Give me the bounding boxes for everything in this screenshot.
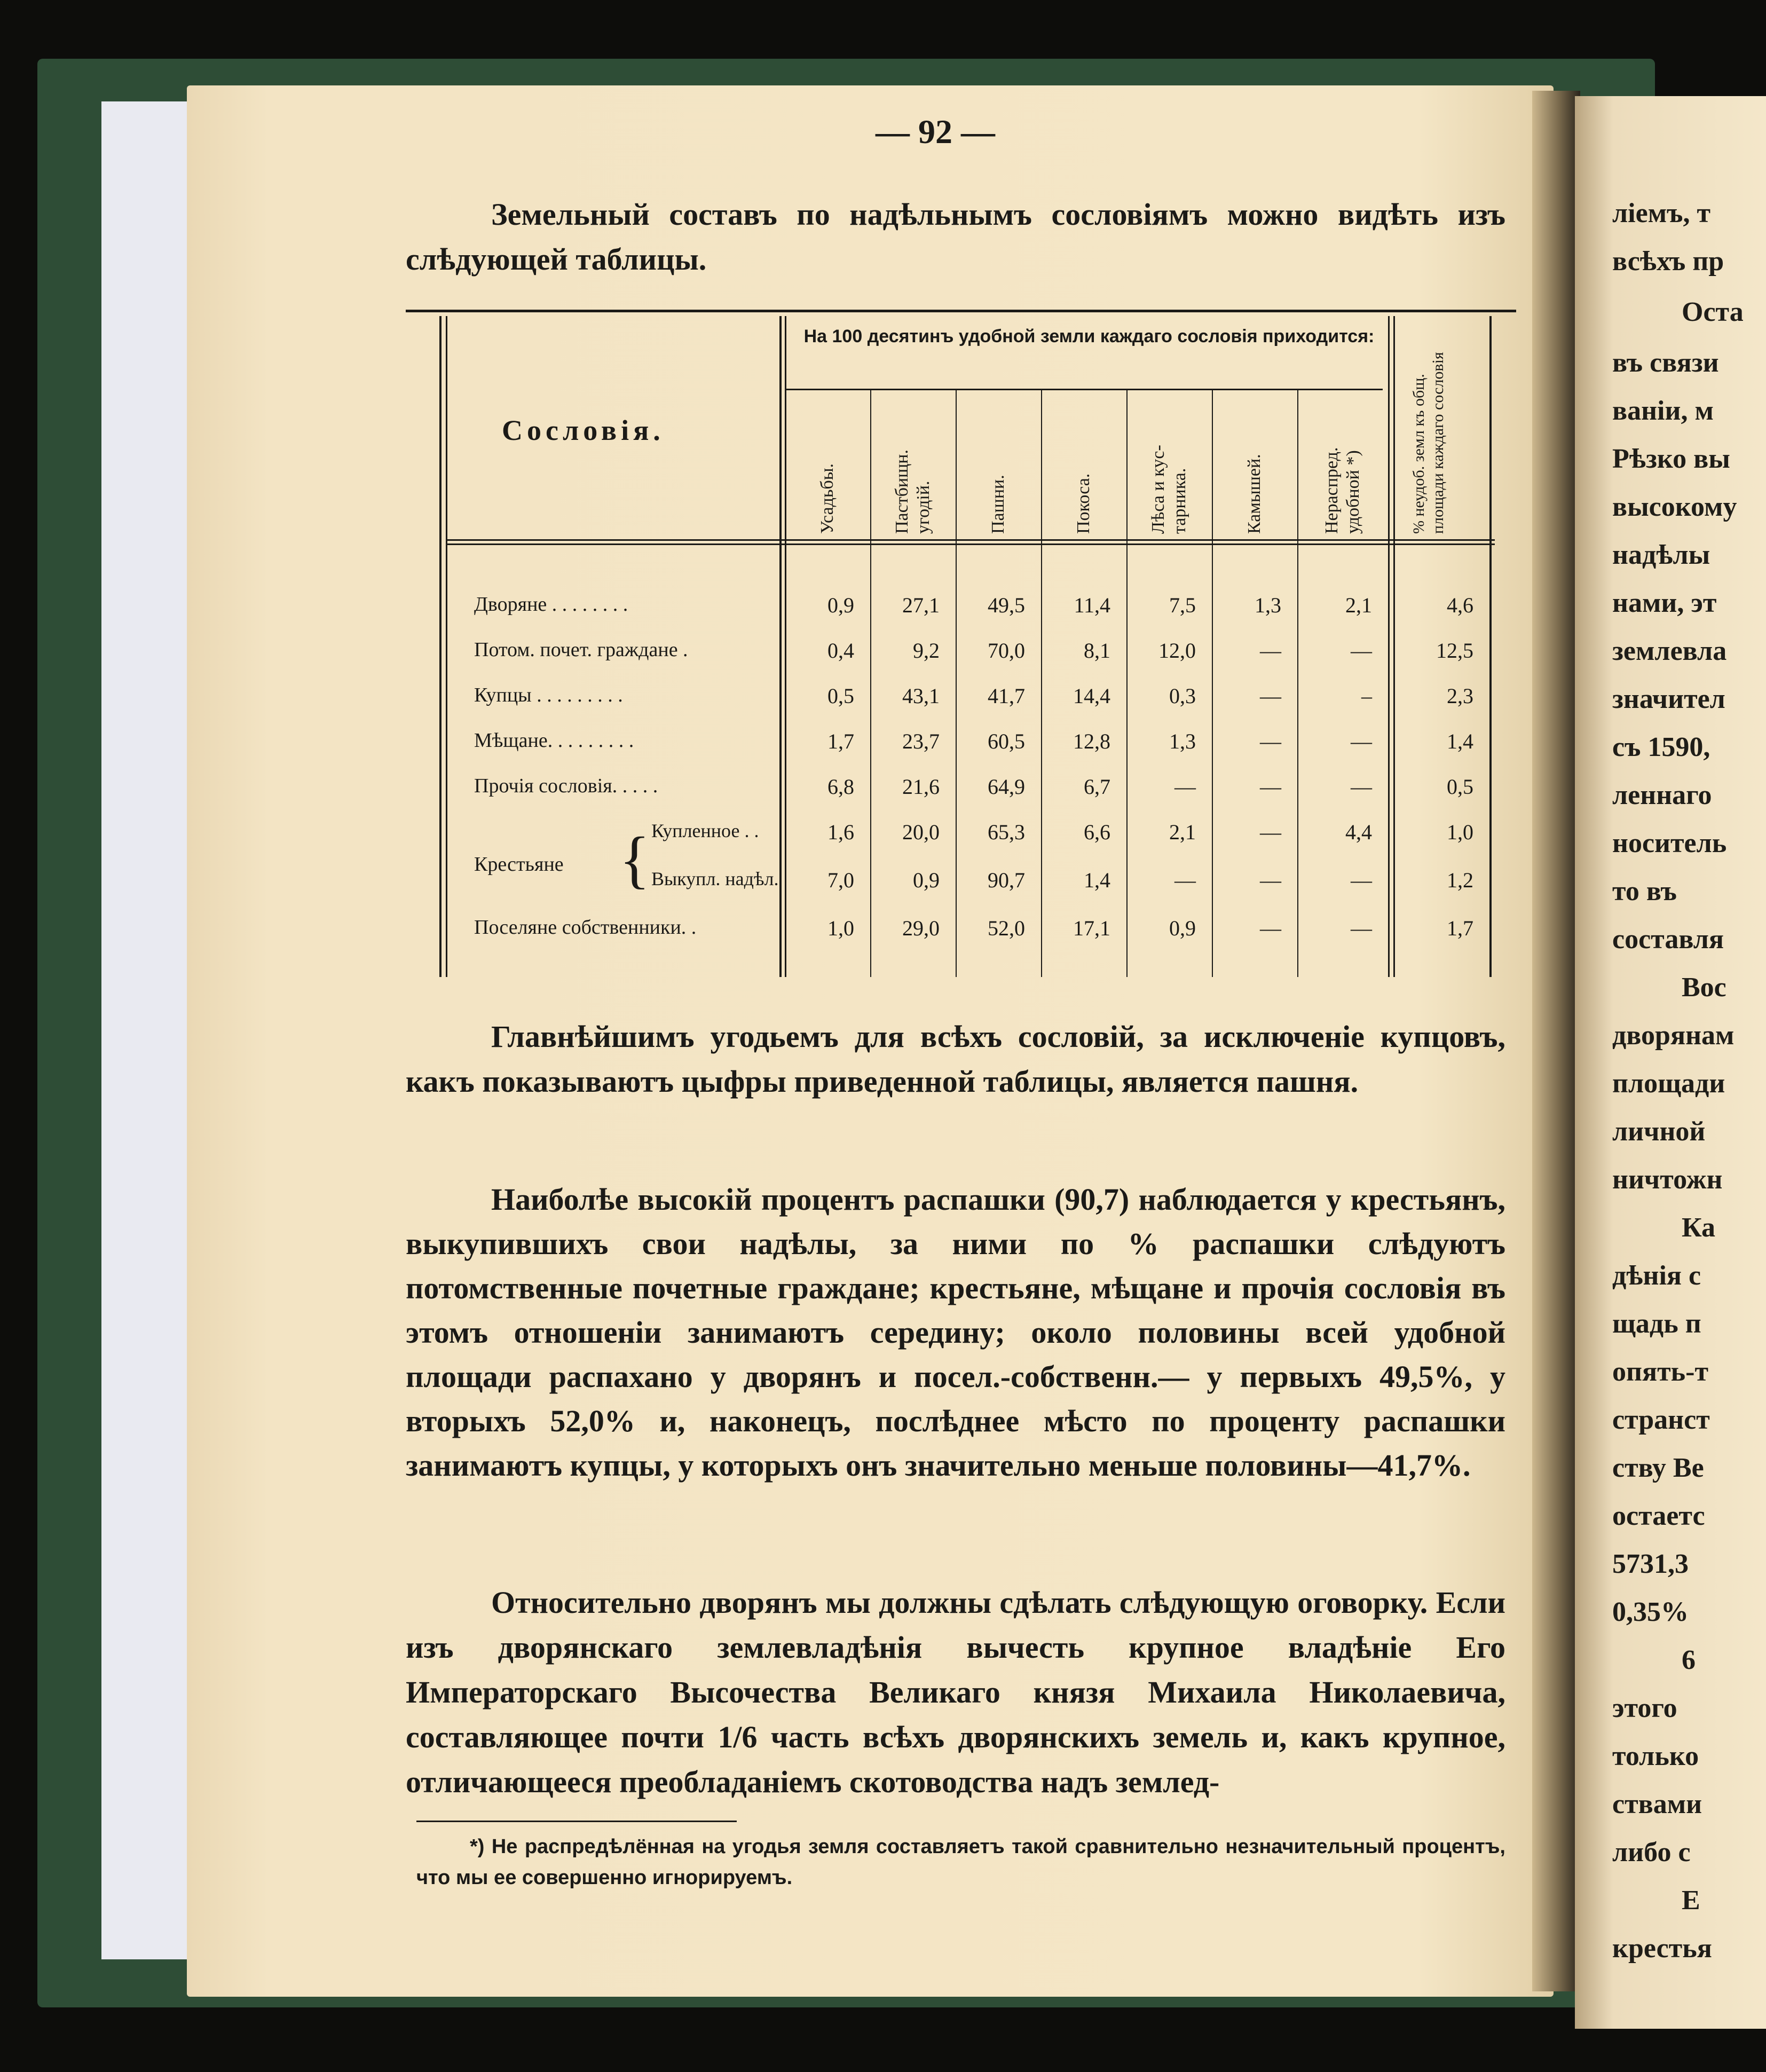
table-cell: 1,7 [827,729,854,753]
table-top-rule [406,310,1516,312]
table-cell: 17,1 [1073,916,1110,940]
facing-page-line: 0,35% [1612,1597,1689,1627]
facing-page-line: странст [1612,1405,1710,1435]
book-gutter [1532,91,1580,1991]
table-cell: 6,7 [1084,775,1110,799]
facing-page-line: Оста [1682,297,1744,327]
table-cell: – [1361,684,1372,708]
facing-page-line: составля [1612,924,1724,955]
stub-rule [779,316,782,977]
stub-header: Сословія. [502,414,665,446]
facing-page-line: ничтожн [1612,1164,1723,1195]
table-cell: 0,3 [1169,684,1196,708]
table-cell: — [1351,868,1372,892]
table-cell: 1,0 [1447,820,1473,844]
table-cell: 0,5 [827,684,854,708]
facing-page-line: дѣнія с [1612,1260,1701,1291]
facing-page-line: дворянам [1612,1020,1735,1051]
table-cell: 29,0 [902,916,940,940]
facing-page-line: то въ [1612,876,1677,907]
page-number: — 92 — [876,113,995,151]
table-cell: 12,8 [1073,729,1110,753]
group-header-rule [785,389,1383,390]
footnote-rule [416,1821,737,1822]
group-header: На 100 десятинъ удобной земли каждаго сословія приходится: [803,326,1375,346]
row-label: Мѣщане. . . . . . . . . [474,729,634,752]
facing-page-line: Ка [1682,1212,1716,1243]
table-cell: 64,9 [988,775,1025,799]
table-cell: — [1174,868,1196,892]
table-cell: 4,6 [1447,593,1473,617]
table-cell: 2,1 [1345,593,1372,617]
table-cell: — [1174,775,1196,799]
column-header: Пастбищн. угодій. [892,450,933,534]
facing-page-line: ствами [1612,1789,1702,1819]
facing-page-line: съ 1590, [1612,732,1710,762]
facing-page-line: высокому [1612,492,1737,522]
table-cell: 1,0 [827,916,854,940]
column-header: Камышей. [1244,454,1264,534]
table-cell: 11,4 [1074,593,1110,617]
facing-page-line: либо с [1612,1837,1691,1868]
column-header: Нераспред. удобной *) [1322,447,1363,534]
table-cell: 1,3 [1169,729,1196,753]
facing-page-line: этого [1612,1693,1677,1723]
table-cell: 70,0 [988,639,1025,663]
facing-page-line: ству Ве [1612,1453,1704,1483]
facing-page-line: Е [1682,1885,1700,1916]
facing-page-line: значител [1612,684,1725,714]
table-right-rule [1489,316,1492,977]
table-cell: 0,5 [1447,775,1473,799]
column-header: % неудоб. земл къ общ. площади каждаго сословія [1410,352,1447,534]
facing-page-line: 5731,3 [1612,1549,1689,1579]
table-cell: 65,3 [988,820,1025,844]
column-header: Пашни. [988,475,1008,534]
facing-page-line: Вос [1682,972,1726,1003]
paragraph-2: Наиболѣе высокій процентъ распашки (90,7) наблюдается у крестьянъ, выкупившихъ свои надѣлы, за ними по % распашки слѣдуютъ потомственные почетные граждане; крестьяне, мѣщане и прочія сословія въ этомъ отношеніи занимаютъ середину; около половины всей удобной площади распахано у дворянъ и посел.-собственн.— у первыхъ 49,5%, у вторыхъ 52,0% и, наконецъ, послѣднее мѣсто по проценту распашки занимаютъ купцы, у которыхъ онъ значительно меньше половины—41,7%. [406,1182,1505,1483]
table-cell: — [1260,684,1281,708]
column-header: Усадьбы. [817,463,837,534]
facing-page-line: крестья [1612,1933,1712,1964]
table-cell: 6,8 [827,775,854,799]
facing-page-line: леннаго [1612,780,1712,810]
table-cell: 1,6 [827,820,854,844]
facing-page-line: личной [1612,1116,1706,1147]
row-label: Выкупл. надѣл. [651,868,779,889]
table-cell: — [1351,639,1372,663]
paragraph-3: Относительно дворянъ мы должны сдѣлать слѣдующую оговорку. Если изъ дворянскаго землевладѣнія вычесть крупное владѣніе Его Императорскаго Высочества Великаго князя Михаила Николаевича, составляющее почти 1/6 часть всѣхъ дворянскихъ земель и, какъ крупное, отличающееся преобладаніемъ скотоводства надъ землед- [406,1585,1505,1799]
table-cell: 1,4 [1084,868,1110,892]
row-label: Поселяне собственники. . [474,916,697,939]
facing-page-line: надѣлы [1612,540,1710,570]
facing-page-line: въ связи [1612,348,1719,378]
table-cell: 49,5 [988,593,1025,617]
table-cell: — [1260,916,1281,940]
table-cell: 43,1 [902,684,940,708]
facing-page-line: 6 [1682,1645,1696,1675]
paragraph-1: Главнѣйшимъ угодьемъ для всѣхъ сословій, за исключеніе купцовъ, какъ показываютъ цыфры приведенной таблицы, является пашня. [406,1019,1505,1099]
row-label: Потом. почет. граждане . [474,639,688,661]
table-cell: — [1260,775,1281,799]
land-composition-table [406,310,1516,982]
table-cell: 90,7 [988,868,1025,892]
table-cell: 23,7 [902,729,940,753]
table-cell: 4,4 [1345,820,1372,844]
facing-page [1575,96,1766,2029]
table-cell: — [1260,729,1281,753]
footnote: *) Не распредѣлённая на угодья земля составляетъ такой сравнительно незначительный процентъ, что мы ее совершенно игнорируемъ. [416,1835,1505,1889]
table-cell: 7,0 [827,868,854,892]
table-cell: 0,4 [827,639,854,663]
facing-page-line: ваніи, м [1612,396,1714,426]
facing-page-line: площади [1612,1068,1725,1099]
table-cell: 9,2 [913,639,940,663]
row-label: Купцы . . . . . . . . . [474,684,623,706]
table-cell: 1,3 [1255,593,1281,617]
table-cell: — [1351,729,1372,753]
table-cell: 12,5 [1436,639,1473,663]
table-cell: 60,5 [988,729,1025,753]
table-cell: 27,1 [902,593,940,617]
table-cell: — [1260,639,1281,663]
table-cell: 21,6 [902,775,940,799]
table-cell: 2,3 [1447,684,1473,708]
facing-page-line: только [1612,1741,1699,1771]
header-bottom-rule-2 [447,543,1495,545]
table-cell: 0,9 [1169,916,1196,940]
peasants-brace: { [619,824,650,895]
table-cell: 1,2 [1447,868,1473,892]
row-label: Прочія сословія. . . . . [474,775,658,797]
row-label: Дворяне . . . . . . . . [474,593,628,616]
facing-page-line: носитель [1612,828,1727,858]
table-cell: 8,1 [1084,639,1110,663]
table-cell: — [1351,916,1372,940]
table-cell: 1,4 [1447,729,1473,753]
column-header: Лѣса и кус-тарника. [1148,445,1189,534]
table-cell: 0,9 [827,593,854,617]
facing-page-line: нами, эт [1612,588,1717,618]
facing-page-line: остаетс [1612,1501,1705,1531]
facing-page-line: опять-т [1612,1357,1708,1387]
intro-paragraph: Земельный составъ по надѣльнымъ сословіямъ можно видѣть изъ слѣдующей таблицы. [406,197,1505,277]
facing-page-line: ліемъ, т [1612,198,1710,229]
table-cell: 14,4 [1073,684,1110,708]
table-cell: 0,9 [913,868,940,892]
table-cell: 7,5 [1169,593,1196,617]
table-cell: — [1260,868,1281,892]
peasants-group-label: Крестьяне [474,853,564,876]
facing-page-line: всѣхъ пр [1612,246,1724,277]
table-cell: 1,7 [1447,916,1473,940]
facing-page-line: землевла [1612,636,1727,666]
row-label: Купленное . . [651,820,759,841]
last-col-rule [1388,316,1390,977]
table-cell: 12,0 [1158,639,1196,663]
table-cell: 41,7 [988,684,1025,708]
facing-page-line: Рѣзко вы [1612,444,1730,474]
table-cell: 2,1 [1169,820,1196,844]
table-cell: — [1351,775,1372,799]
table-left-rule [439,316,442,977]
table-left-rule-2 [446,316,447,977]
table-cell: 20,0 [902,820,940,844]
table-cell: — [1260,820,1281,844]
column-header: Покоса. [1074,473,1093,534]
table-cell: 52,0 [988,916,1025,940]
header-bottom-rule [447,539,1495,541]
facing-page-line: щадь п [1612,1309,1701,1339]
table-cell: 6,6 [1084,820,1110,844]
